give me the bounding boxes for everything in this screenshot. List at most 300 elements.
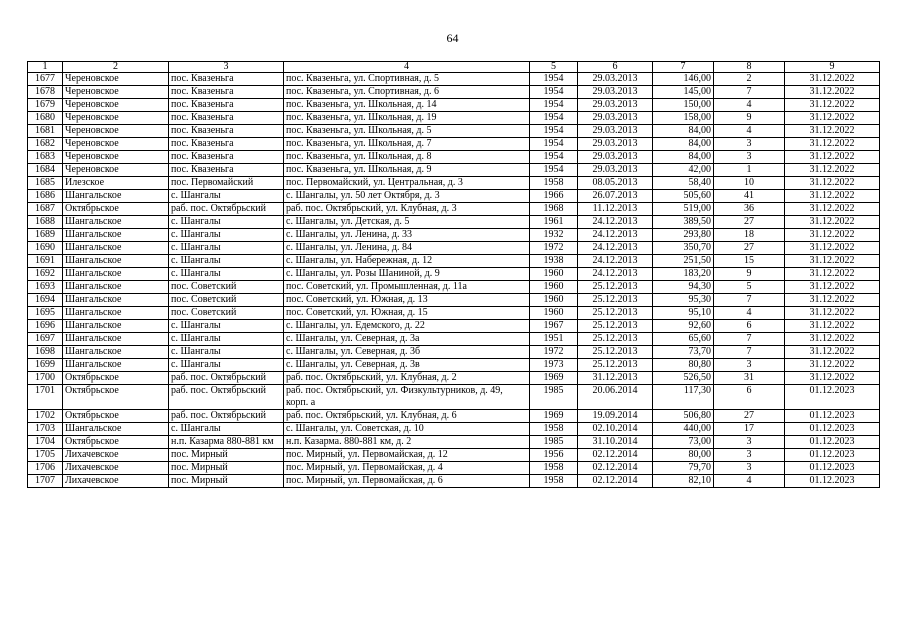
year-built: 1954 [530,73,578,86]
municipality: Лихачевское [63,462,169,475]
table-row [28,423,880,436]
year-built: 1954 [530,112,578,125]
address: с. Шангалы, ул. Северная, д. 3а [284,333,530,346]
date: 29.03.2013 [578,112,653,125]
year-built: 1985 [530,385,578,410]
area: 251,50 [653,255,714,268]
address: пос. Мирный, ул. Первомайская, д. 6 [284,475,530,488]
settlement: пос. Советский [169,294,284,307]
table-row [28,151,880,164]
residents-count: 18 [714,229,785,242]
settlement: пос. Первомайский [169,177,284,190]
deadline: 31.12.2022 [785,112,880,125]
residents-count: 6 [714,385,785,410]
settlement: с. Шангалы [169,333,284,346]
settlement: пос. Советский [169,281,284,294]
municipality: Шангальское [63,294,169,307]
deadline: 01.12.2023 [785,462,880,475]
table-row [28,436,880,449]
column-number: 4 [284,62,530,73]
address: с. Шангалы, ул. Советская, д. 10 [284,423,530,436]
row-number: 1690 [28,242,63,255]
address: пос. Квазеньга, ул. Спортивная, д. 5 [284,73,530,86]
date: 25.12.2013 [578,359,653,372]
row-number: 1692 [28,268,63,281]
column-number: 1 [28,62,63,73]
residents-count: 27 [714,216,785,229]
date: 20.06.2014 [578,385,653,410]
area: 519,00 [653,203,714,216]
municipality: Шангальское [63,333,169,346]
column-number: 6 [578,62,653,73]
municipality: Череновское [63,151,169,164]
deadline: 01.12.2023 [785,410,880,423]
settlement: с. Шангалы [169,268,284,281]
address: раб. пос. Октябрьский, ул. Клубная, д. 6 [284,410,530,423]
deadline: 31.12.2022 [785,372,880,385]
deadline: 31.12.2022 [785,190,880,203]
deadline: 01.12.2023 [785,436,880,449]
row-number: 1696 [28,320,63,333]
residents-count: 10 [714,177,785,190]
table-row [28,475,880,488]
deadline: 31.12.2022 [785,255,880,268]
date: 29.03.2013 [578,151,653,164]
residents-count: 4 [714,475,785,488]
settlement: пос. Квазеньга [169,73,284,86]
municipality: Шангальское [63,190,169,203]
table-row [28,410,880,423]
address: пос. Квазеньга, ул. Школьная, д. 8 [284,151,530,164]
area: 145,00 [653,86,714,99]
deadline: 31.12.2022 [785,346,880,359]
area: 80,00 [653,449,714,462]
municipality: Череновское [63,125,169,138]
residents-count: 3 [714,436,785,449]
row-number: 1704 [28,436,63,449]
date: 02.10.2014 [578,423,653,436]
year-built: 1954 [530,164,578,177]
address: пос. Квазеньга, ул. Школьная, д. 5 [284,125,530,138]
area: 82,10 [653,475,714,488]
table-row [28,73,880,86]
settlement: с. Шангалы [169,216,284,229]
year-built: 1958 [530,177,578,190]
table-row [28,99,880,112]
area: 92,60 [653,320,714,333]
area: 526,50 [653,372,714,385]
area: 146,00 [653,73,714,86]
area: 84,00 [653,151,714,164]
date: 29.03.2013 [578,73,653,86]
row-number: 1706 [28,462,63,475]
year-built: 1954 [530,99,578,112]
address: пос. Квазеньга, ул. Школьная, д. 19 [284,112,530,125]
settlement: пос. Квазеньга [169,86,284,99]
area: 505,60 [653,190,714,203]
date: 24.12.2013 [578,242,653,255]
settlement: пос. Квазеньга [169,138,284,151]
date: 29.03.2013 [578,99,653,112]
row-number: 1693 [28,281,63,294]
date: 25.12.2013 [578,281,653,294]
row-number: 1700 [28,372,63,385]
table-row [28,112,880,125]
address: пос. Квазеньга, ул. Школьная, д. 7 [284,138,530,151]
row-number: 1701 [28,385,63,410]
municipality: Лихачевское [63,449,169,462]
deadline: 31.12.2022 [785,86,880,99]
address: пос. Советский, ул. Южная, д. 13 [284,294,530,307]
year-built: 1960 [530,268,578,281]
row-number: 1686 [28,190,63,203]
residents-count: 36 [714,203,785,216]
date: 31.12.2013 [578,372,653,385]
municipality: Октябрьское [63,410,169,423]
column-number: 2 [63,62,169,73]
municipality: Октябрьское [63,385,169,410]
deadline: 31.12.2022 [785,320,880,333]
deadline: 31.12.2022 [785,307,880,320]
row-number: 1698 [28,346,63,359]
residents-count: 4 [714,125,785,138]
date: 29.03.2013 [578,138,653,151]
row-number: 1707 [28,475,63,488]
table-row [28,449,880,462]
deadline: 31.12.2022 [785,216,880,229]
table-row [28,242,880,255]
residents-count: 7 [714,86,785,99]
deadline: 01.12.2023 [785,449,880,462]
page-number: 64 [446,31,459,45]
row-number: 1688 [28,216,63,229]
residents-count: 3 [714,462,785,475]
row-number: 1683 [28,151,63,164]
address: с. Шангалы, ул. Розы Шаниной, д. 9 [284,268,530,281]
year-built: 1966 [530,190,578,203]
municipality: Шангальское [63,216,169,229]
table-row [28,372,880,385]
year-built: 1972 [530,242,578,255]
settlement: с. Шангалы [169,423,284,436]
area: 73,70 [653,346,714,359]
residents-count: 15 [714,255,785,268]
area: 73,00 [653,436,714,449]
area: 117,30 [653,385,714,410]
residents-count: 9 [714,268,785,281]
settlement: раб. пос. Октябрьский [169,372,284,385]
settlement: пос. Мирный [169,475,284,488]
address: раб. пос. Октябрьский, ул. Клубная, д. 3 [284,203,530,216]
year-built: 1960 [530,281,578,294]
deadline: 01.12.2023 [785,475,880,488]
residents-count: 7 [714,333,785,346]
table-row [28,138,880,151]
row-number: 1679 [28,99,63,112]
year-built: 1951 [530,333,578,346]
settlement: пос. Квазеньга [169,125,284,138]
municipality: Череновское [63,164,169,177]
row-number: 1682 [28,138,63,151]
column-number: 7 [653,62,714,73]
address: раб. пос. Октябрьский, ул. Клубная, д. 2 [284,372,530,385]
area: 440,00 [653,423,714,436]
area: 58,40 [653,177,714,190]
settlement: пос. Мирный [169,449,284,462]
settlement: пос. Квазеньга [169,99,284,112]
address: с. Шангалы, ул. Северная, д. 3в [284,359,530,372]
settlement: с. Шангалы [169,229,284,242]
year-built: 1954 [530,125,578,138]
year-built: 1958 [530,475,578,488]
municipality: Шангальское [63,307,169,320]
municipality: Шангальское [63,423,169,436]
date: 29.03.2013 [578,125,653,138]
year-built: 1961 [530,216,578,229]
address: пос. Квазеньга, ул. Школьная, д. 9 [284,164,530,177]
table-row [28,268,880,281]
deadline: 31.12.2022 [785,151,880,164]
date: 02.12.2014 [578,475,653,488]
row-number: 1702 [28,410,63,423]
column-number: 9 [785,62,880,73]
row-number: 1689 [28,229,63,242]
address: с. Шангалы, ул. Набережная, д. 12 [284,255,530,268]
municipality: Илезское [63,177,169,190]
address: с. Шангалы, ул. 50 лет Октября, д. 3 [284,190,530,203]
year-built: 1954 [530,151,578,164]
residents-count: 31 [714,372,785,385]
year-built: 1969 [530,372,578,385]
date: 25.12.2013 [578,307,653,320]
residents-count: 1 [714,164,785,177]
residents-count: 9 [714,112,785,125]
date: 08.05.2013 [578,177,653,190]
date: 02.12.2014 [578,449,653,462]
municipality: Череновское [63,99,169,112]
area: 79,70 [653,462,714,475]
area: 158,00 [653,112,714,125]
deadline: 31.12.2022 [785,138,880,151]
date: 24.12.2013 [578,255,653,268]
table-row [28,346,880,359]
address: пос. Советский, ул. Южная, д. 15 [284,307,530,320]
table-row [28,177,880,190]
settlement: пос. Мирный [169,462,284,475]
year-built: 1954 [530,138,578,151]
address: пос. Мирный, ул. Первомайская, д. 4 [284,462,530,475]
deadline: 01.12.2023 [785,423,880,436]
year-built: 1938 [530,255,578,268]
date: 25.12.2013 [578,294,653,307]
area: 293,80 [653,229,714,242]
year-built: 1985 [530,436,578,449]
address: раб. пос. Октябрьский, ул. Физкультурников, д. 49, корп. а [284,385,530,410]
area: 80,80 [653,359,714,372]
deadline: 31.12.2022 [785,177,880,190]
row-number: 1680 [28,112,63,125]
address: пос. Советский, ул. Промышленная, д. 11а [284,281,530,294]
date: 25.12.2013 [578,320,653,333]
residents-count: 7 [714,294,785,307]
deadline: 31.12.2022 [785,268,880,281]
address: пос. Мирный, ул. Первомайская, д. 12 [284,449,530,462]
deadline: 01.12.2023 [785,385,880,410]
table-row [28,294,880,307]
year-built: 1969 [530,410,578,423]
row-number: 1703 [28,423,63,436]
year-built: 1932 [530,229,578,242]
area: 183,20 [653,268,714,281]
date: 24.12.2013 [578,216,653,229]
deadline: 31.12.2022 [785,229,880,242]
settlement: раб. пос. Октябрьский [169,203,284,216]
area: 84,00 [653,125,714,138]
settlement: с. Шангалы [169,242,284,255]
settlement: раб. пос. Октябрьский [169,385,284,410]
table-row [28,385,880,410]
residents-count: 41 [714,190,785,203]
municipality: Шангальское [63,255,169,268]
municipality: Шангальское [63,359,169,372]
address: с. Шангалы, ул. Северная, д. 3б [284,346,530,359]
date: 25.12.2013 [578,346,653,359]
residents-count: 17 [714,423,785,436]
residents-count: 4 [714,99,785,112]
deadline: 31.12.2022 [785,99,880,112]
deadline: 31.12.2022 [785,294,880,307]
area: 506,80 [653,410,714,423]
address: пос. Квазеньга, ул. Спортивная, д. 6 [284,86,530,99]
settlement: н.п. Казарма 880-881 км [169,436,284,449]
row-number: 1684 [28,164,63,177]
residents-count: 2 [714,73,785,86]
municipality: Шангальское [63,268,169,281]
area: 150,00 [653,99,714,112]
address: н.п. Казарма. 880-881 км, д. 2 [284,436,530,449]
row-number: 1678 [28,86,63,99]
date: 29.03.2013 [578,164,653,177]
municipality: Шангальское [63,242,169,255]
table-row [28,333,880,346]
address: пос. Квазеньга, ул. Школьная, д. 14 [284,99,530,112]
area: 95,30 [653,294,714,307]
deadline: 31.12.2022 [785,242,880,255]
residents-count: 3 [714,359,785,372]
date: 24.12.2013 [578,229,653,242]
municipality: Череновское [63,112,169,125]
municipality: Шангальское [63,281,169,294]
year-built: 1967 [530,320,578,333]
housing-registry-table [27,61,880,488]
date: 26.07.2013 [578,190,653,203]
deadline: 31.12.2022 [785,333,880,346]
area: 389,50 [653,216,714,229]
row-number: 1697 [28,333,63,346]
table-row [28,203,880,216]
table-row [28,255,880,268]
settlement: пос. Квазеньга [169,112,284,125]
table-row [28,216,880,229]
residents-count: 3 [714,151,785,164]
deadline: 31.12.2022 [785,359,880,372]
area: 42,00 [653,164,714,177]
year-built: 1956 [530,449,578,462]
municipality: Октябрьское [63,372,169,385]
column-number-row [28,62,880,73]
area: 94,30 [653,281,714,294]
municipality: Шангальское [63,229,169,242]
settlement: пос. Квазеньга [169,164,284,177]
date: 02.12.2014 [578,462,653,475]
settlement: пос. Советский [169,307,284,320]
address: с. Шангалы, ул. Едемского, д. 22 [284,320,530,333]
address: с. Шангалы, ул. Детская, д. 5 [284,216,530,229]
year-built: 1972 [530,346,578,359]
settlement: раб. пос. Октябрьский [169,410,284,423]
residents-count: 3 [714,138,785,151]
row-number: 1705 [28,449,63,462]
year-built: 1968 [530,203,578,216]
date: 25.12.2013 [578,333,653,346]
residents-count: 27 [714,410,785,423]
table-row [28,462,880,475]
settlement: с. Шангалы [169,255,284,268]
row-number: 1699 [28,359,63,372]
area: 95,10 [653,307,714,320]
municipality: Череновское [63,86,169,99]
column-number: 8 [714,62,785,73]
residents-count: 7 [714,346,785,359]
date: 19.09.2014 [578,410,653,423]
date: 31.10.2014 [578,436,653,449]
settlement: с. Шангалы [169,190,284,203]
municipality: Лихачевское [63,475,169,488]
year-built: 1954 [530,86,578,99]
residents-count: 6 [714,320,785,333]
municipality: Шангальское [63,346,169,359]
deadline: 31.12.2022 [785,73,880,86]
deadline: 31.12.2022 [785,125,880,138]
area: 350,70 [653,242,714,255]
row-number: 1685 [28,177,63,190]
address: с. Шангалы, ул. Ленина, д. 33 [284,229,530,242]
table-row [28,307,880,320]
row-number: 1681 [28,125,63,138]
table-row [28,86,880,99]
row-number: 1687 [28,203,63,216]
municipality: Шангальское [63,320,169,333]
date: 29.03.2013 [578,86,653,99]
date: 24.12.2013 [578,268,653,281]
table-row [28,320,880,333]
table-row [28,229,880,242]
year-built: 1958 [530,423,578,436]
settlement: с. Шангалы [169,346,284,359]
year-built: 1960 [530,294,578,307]
deadline: 31.12.2022 [785,164,880,177]
address: с. Шангалы, ул. Ленина, д. 84 [284,242,530,255]
column-number: 5 [530,62,578,73]
table-row [28,164,880,177]
settlement: с. Шангалы [169,359,284,372]
area: 84,00 [653,138,714,151]
residents-count: 27 [714,242,785,255]
address: пос. Первомайский, ул. Центральная, д. 3 [284,177,530,190]
residents-count: 4 [714,307,785,320]
row-number: 1677 [28,73,63,86]
row-number: 1695 [28,307,63,320]
